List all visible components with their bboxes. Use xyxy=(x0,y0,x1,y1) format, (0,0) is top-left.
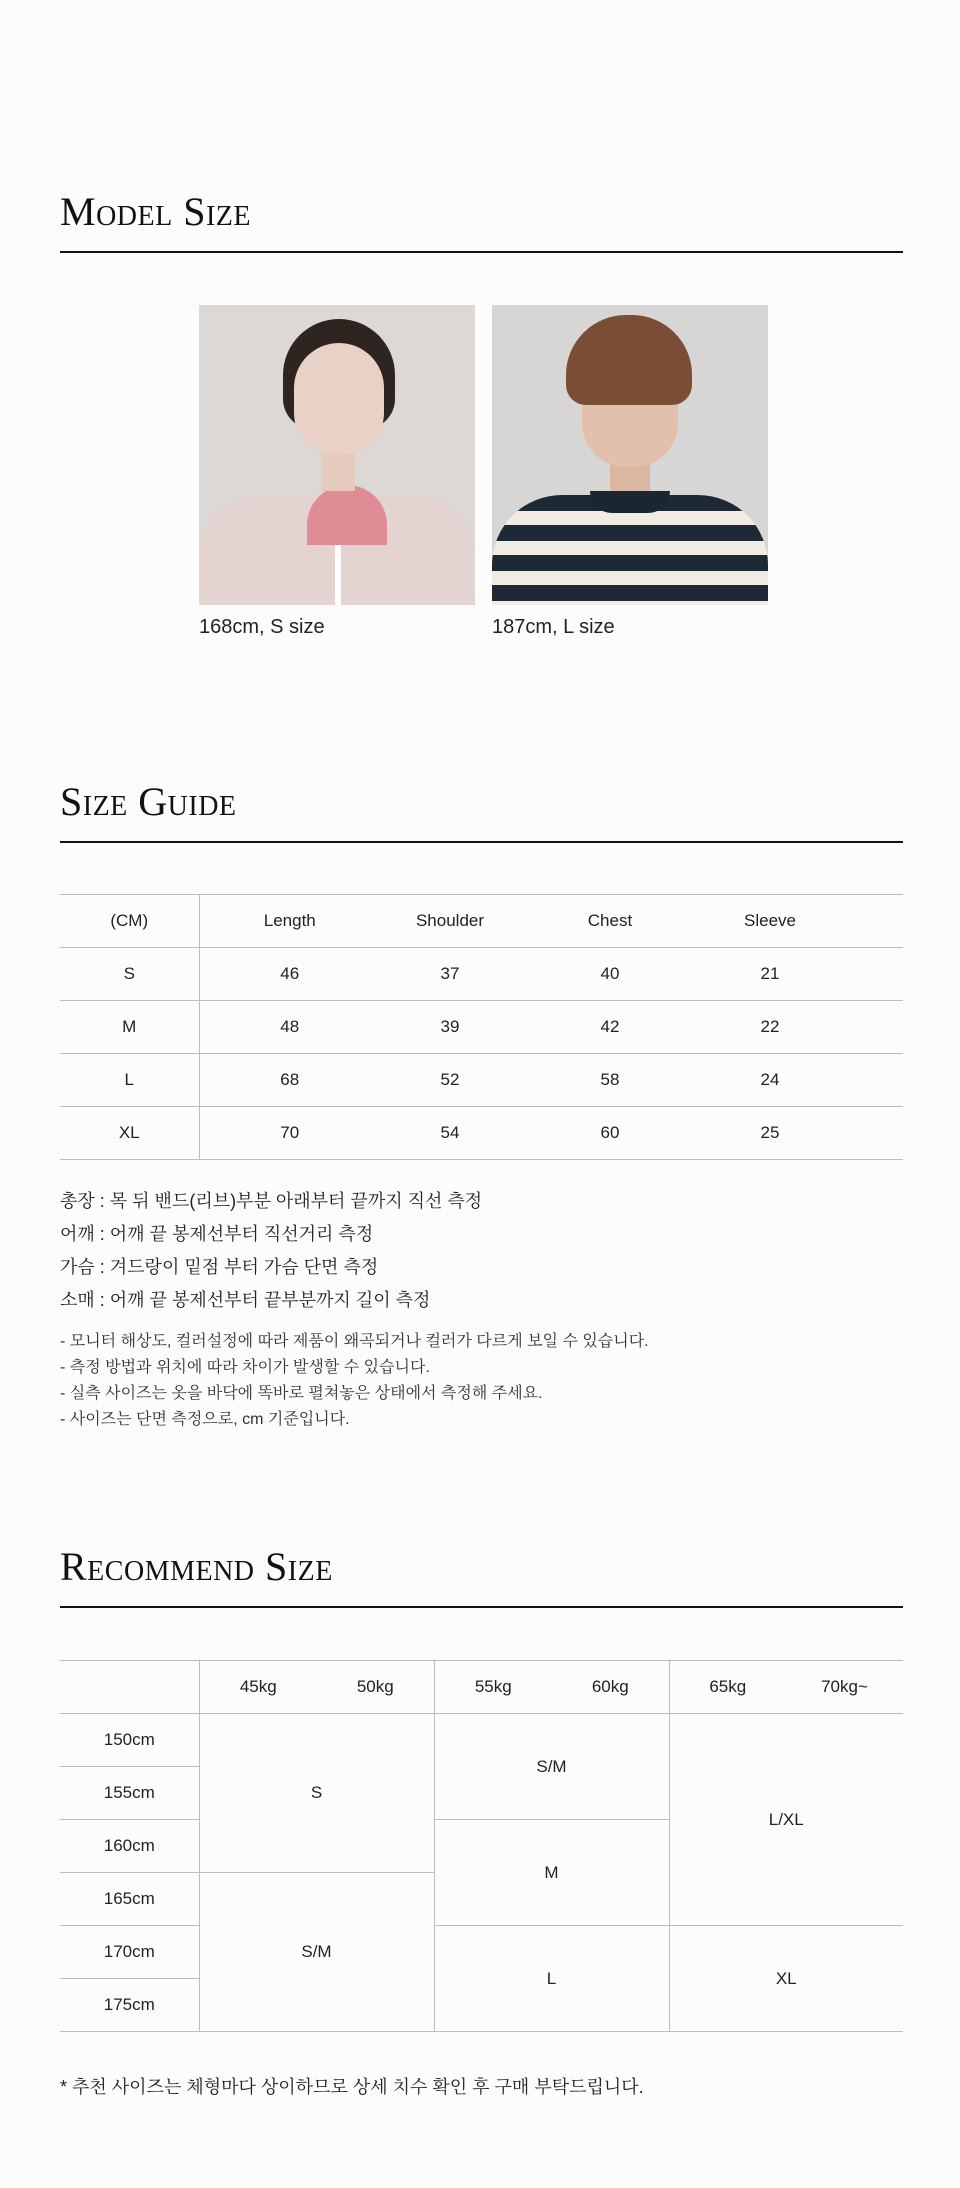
size-guide-table xyxy=(60,894,903,1160)
weight-label: 60kg xyxy=(552,1661,669,1714)
weight-label: 45kg xyxy=(199,1661,317,1714)
recommend-cell-lxl: L/XL xyxy=(669,1714,903,1926)
recommend-footnote: * 추천 사이즈는 체형마다 상이하므로 상세 치수 확인 후 구매 부탁드립니다. xyxy=(60,2077,644,2097)
table-row xyxy=(60,1001,903,1054)
model-card-male xyxy=(492,305,768,639)
header-sleeve: Sleeve xyxy=(700,895,840,948)
recommend-cell-m: M xyxy=(434,1820,669,1926)
size-label: L xyxy=(60,1054,199,1107)
height-label: 155cm xyxy=(60,1767,199,1820)
shoulder-value: 54 xyxy=(380,1107,520,1160)
disclaimer-line: - 모니터 해상도, 컬러설정에 따라 제품이 왜곡되거나 컬러가 다르게 보일 수 있습니다. xyxy=(60,1333,649,1350)
disclaimer-line: - 측정 방법과 위치에 따라 차이가 발생할 수 있습니다. xyxy=(60,1359,430,1376)
chest-value: 42 xyxy=(520,1001,700,1054)
measurement-note: 가슴 : 겨드랑이 밑점 부터 가슴 단면 측정 xyxy=(60,1257,379,1277)
model-photo-female xyxy=(199,305,475,605)
sleeve-value: 21 xyxy=(700,948,840,1001)
length-value: 68 xyxy=(199,1054,380,1107)
weight-label: 50kg xyxy=(317,1661,434,1714)
shoulder-value: 52 xyxy=(380,1054,520,1107)
measurement-note: 총장 : 목 뒤 밴드(리브)부분 아래부터 끝까지 직선 측정 xyxy=(60,1191,483,1211)
weight-label: 70kg~ xyxy=(786,1661,903,1714)
table-row xyxy=(60,1054,903,1107)
model-caption-male: 187cm, L size xyxy=(492,616,615,638)
height-label: 165cm xyxy=(60,1873,199,1926)
table-row xyxy=(60,1926,903,1979)
corner-cell xyxy=(60,1661,199,1714)
recommend-size-table xyxy=(60,1660,903,2032)
model-caption-female: 168cm, S size xyxy=(199,616,325,638)
table-row xyxy=(60,948,903,1001)
weight-header-row xyxy=(60,1661,903,1714)
recommend-cell-s: S xyxy=(199,1714,434,1873)
header-cm: (CM) xyxy=(60,895,199,948)
recommend-size-divider xyxy=(60,1606,903,1608)
header-shoulder: Shoulder xyxy=(380,895,520,948)
height-label: 175cm xyxy=(60,1979,199,2032)
table-row xyxy=(60,1714,903,1767)
size-guide-notes xyxy=(60,1185,649,1433)
model-size-divider xyxy=(60,251,903,253)
chest-value: 58 xyxy=(520,1054,700,1107)
recommend-cell-l: L xyxy=(434,1926,669,2032)
model-card-female xyxy=(199,305,475,639)
measurement-note: 소매 : 어깨 끝 봉제선부터 끝부분까지 길이 측정 xyxy=(60,1290,431,1310)
length-value: 46 xyxy=(199,948,380,1001)
length-value: 70 xyxy=(199,1107,380,1160)
height-label: 160cm xyxy=(60,1820,199,1873)
height-label: 150cm xyxy=(60,1714,199,1767)
weight-label: 55kg xyxy=(434,1661,552,1714)
sleeve-value: 24 xyxy=(700,1054,840,1107)
size-label: M xyxy=(60,1001,199,1054)
header-length: Length xyxy=(199,895,380,948)
length-value: 48 xyxy=(199,1001,380,1054)
recommend-size-title: Recommend Size xyxy=(60,1544,333,1589)
chest-value: 60 xyxy=(520,1107,700,1160)
model-photo-male xyxy=(492,305,768,605)
disclaimer-line: - 실측 사이즈는 옷을 바닥에 똑바로 펼쳐놓은 상태에서 측정해 주세요. xyxy=(60,1385,543,1402)
recommend-cell-sm-top: S/M xyxy=(434,1714,669,1820)
size-guide-header-row xyxy=(60,895,903,948)
shoulder-value: 37 xyxy=(380,948,520,1001)
height-label: 170cm xyxy=(60,1926,199,1979)
shoulder-value: 39 xyxy=(380,1001,520,1054)
weight-label: 65kg xyxy=(669,1661,786,1714)
size-guide-title: Size Guide xyxy=(60,779,237,824)
header-spacer xyxy=(840,895,903,948)
measurement-note: 어깨 : 어깨 끝 봉제선부터 직선거리 측정 xyxy=(60,1224,374,1244)
recommend-cell-xl: XL xyxy=(669,1926,903,2032)
size-label: S xyxy=(60,948,199,1001)
model-size-title: Model Size xyxy=(60,189,251,234)
disclaimer-line: - 사이즈는 단면 측정으로, cm 기준입니다. xyxy=(60,1411,350,1428)
table-row xyxy=(60,1107,903,1160)
size-label: XL xyxy=(60,1107,199,1160)
size-guide-divider xyxy=(60,841,903,843)
sleeve-value: 22 xyxy=(700,1001,840,1054)
sleeve-value: 25 xyxy=(700,1107,840,1160)
header-chest: Chest xyxy=(520,895,700,948)
recommend-cell-sm-bottom: S/M xyxy=(199,1873,434,2032)
chest-value: 40 xyxy=(520,948,700,1001)
